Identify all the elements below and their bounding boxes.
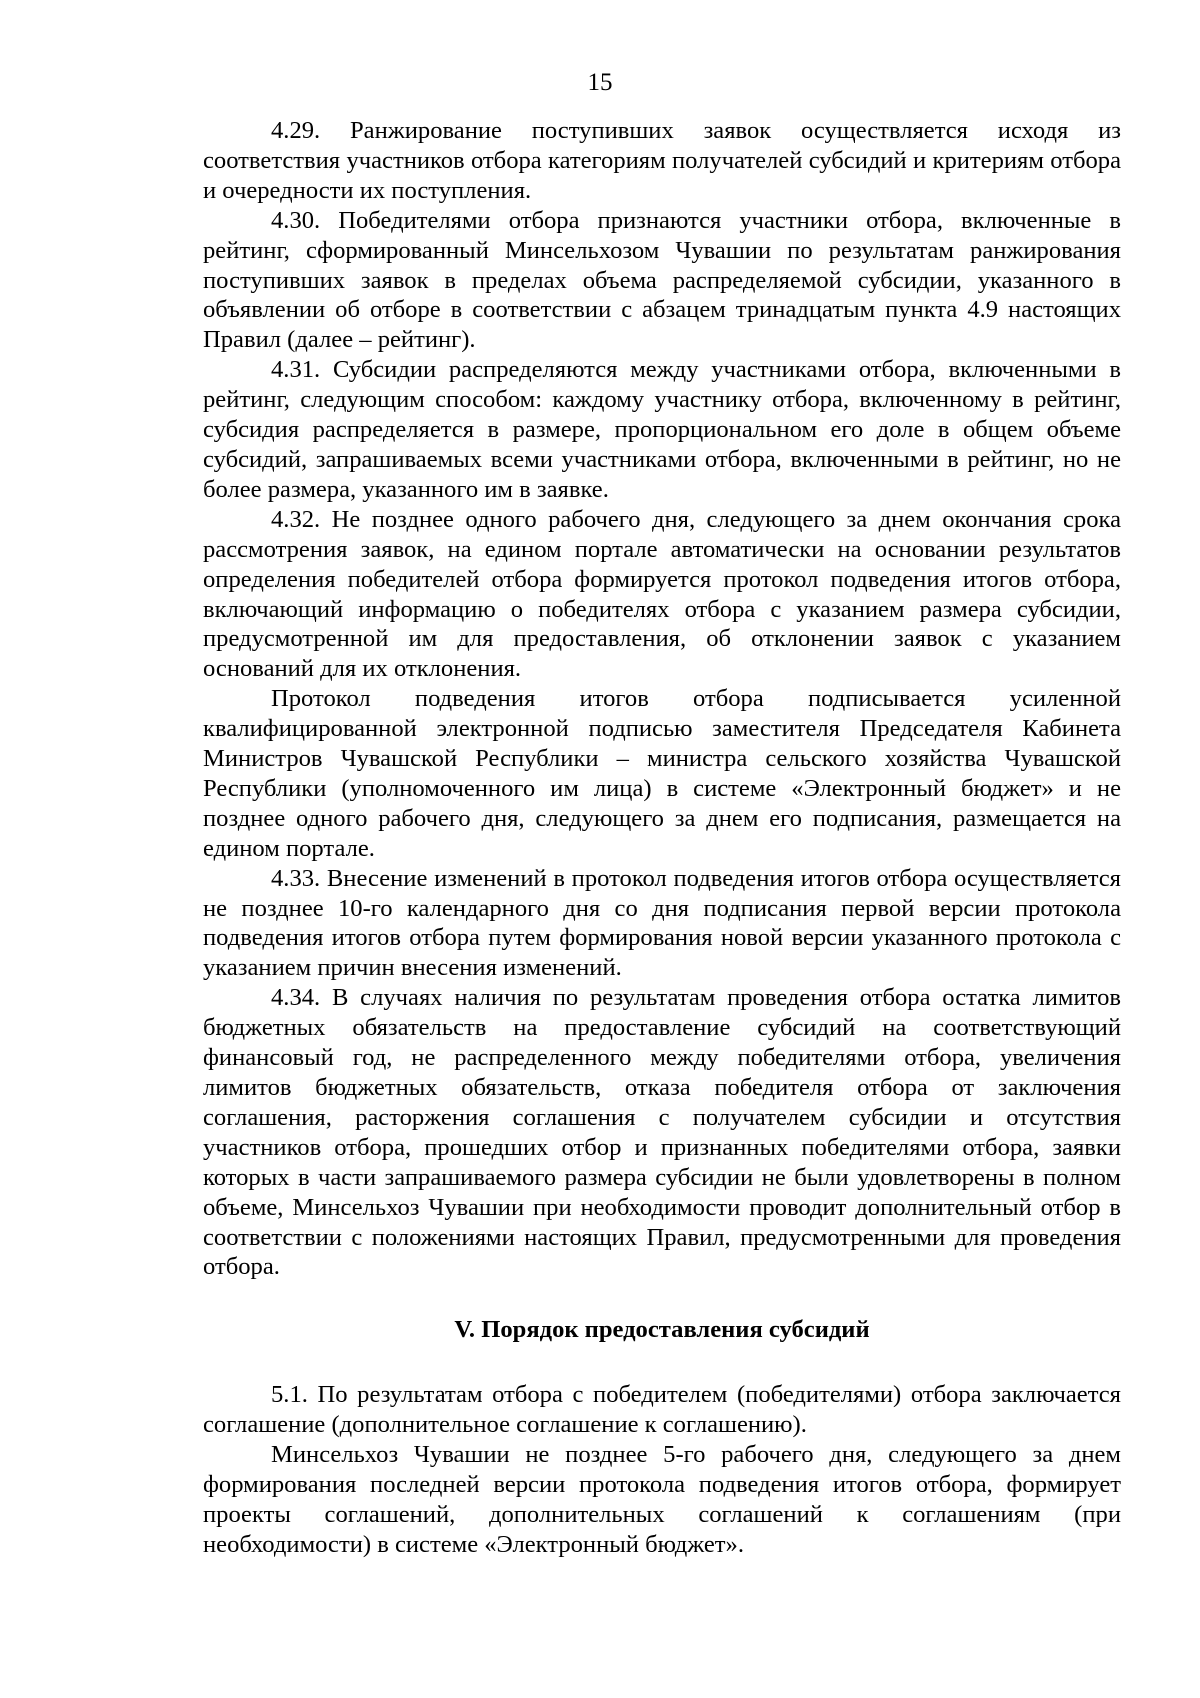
document-body	[203, 116, 1121, 1560]
paragraph-4-33: 4.33. Внесение изменений в протокол подведения итогов отбора осуществляется не позднее 10-го календарного дня со дня подписания первой версии протокола подведения итогов отбора путем формирования новой версии указанного протокола с указанием причин внесения изменений.	[203, 864, 1121, 982]
paragraph-agreement-drafts: Минсельхоз Чувашии не позднее 5-го рабочего дня, следующего за днем формирования последней версии протокола подведения итогов отбора, формирует проекты соглашений, дополнительных соглашений к соглашениям (при необходимости) в системе «Электронный бюджет».	[203, 1441, 1121, 1558]
page-number: 15	[587, 69, 613, 96]
paragraph-4-29: 4.29. Ранжирование поступивших заявок осуществляется исходя из соответствия участников отбора категориям получателей субсидий и критериям отбора и очередности их поступления.	[203, 117, 1121, 204]
paragraph-4-32: 4.32. Не позднее одного рабочего дня, следующего за днем окончания срока рассмотрения заявок, на едином портале автоматически на основании результатов определения победителей отбора формируется протокол подведения итогов отбора, включающий информацию о победителях отбора с указанием размера субсидии, предусмотренной им для предоставления, об отклонении заявок с указанием оснований для их отклонения.	[203, 505, 1121, 683]
paragraph-5-1: 5.1. По результатам отбора с победителем (победителями) отбора заключается соглашение (дополнительное соглашение к соглашению).	[203, 1381, 1121, 1439]
paragraph-4-30: 4.30. Победителями отбора признаются участники отбора, включенные в рейтинг, сформированный Минсельхозом Чувашии по результатам ранжирования поступивших заявок в пределах объема распределяемой субсидии, указанного в объявлении об отборе в соответствии с абзацем тринадцатым пункта 4.9 настоящих Правил (далее – рейтинг).	[203, 206, 1121, 354]
paragraph-4-31: 4.31. Субсидии распределяются между участниками отбора, включенными в рейтинг, следующим способом: каждому участнику отбора, включенному в рейтинг, субсидия распределяется в размере, пропорциональном его доле в общем объеме субсидий, запрашиваемых всеми участниками отбора, включенными в рейтинг, но не более размера, указанного им в заявке.	[203, 356, 1121, 503]
paragraph-protocol-signing: Протокол подведения итогов отбора подписывается усиленной квалифицированной электронной подписью заместителя Председателя Кабинета Министров Чувашской Республики – министра сельского хозяйства Чувашской Республики (уполномоченного им лица) в системе «Электронный бюджет» и не позднее одного рабочего дня, следующего за днем его подписания, размещается на едином портале.	[203, 685, 1121, 862]
paragraph-4-34: 4.34. В случаях наличия по результатам проведения отбора остатка лимитов бюджетных обязательств на предоставление субсидий на соответствующий финансовый год, не распределенного между победителями отбора, увеличения лимитов бюджетных обязательств, отказа победителя отбора от заключения соглашения, расторжения соглашения с получателем субсидии и отсутствия участников отбора, прошедших отбор и признанных победителями отбора, заявки которых в части запрашиваемого размера субсидии не были удовлетворены в полном объеме, Минсельхоз Чувашии при необходимости проводит дополнительный отбор в соответствии с положениями настоящих Правил, предусмотренными для проведения отбора.	[203, 984, 1121, 1281]
section-title: V. Порядок предоставления субсидий	[454, 1316, 870, 1344]
